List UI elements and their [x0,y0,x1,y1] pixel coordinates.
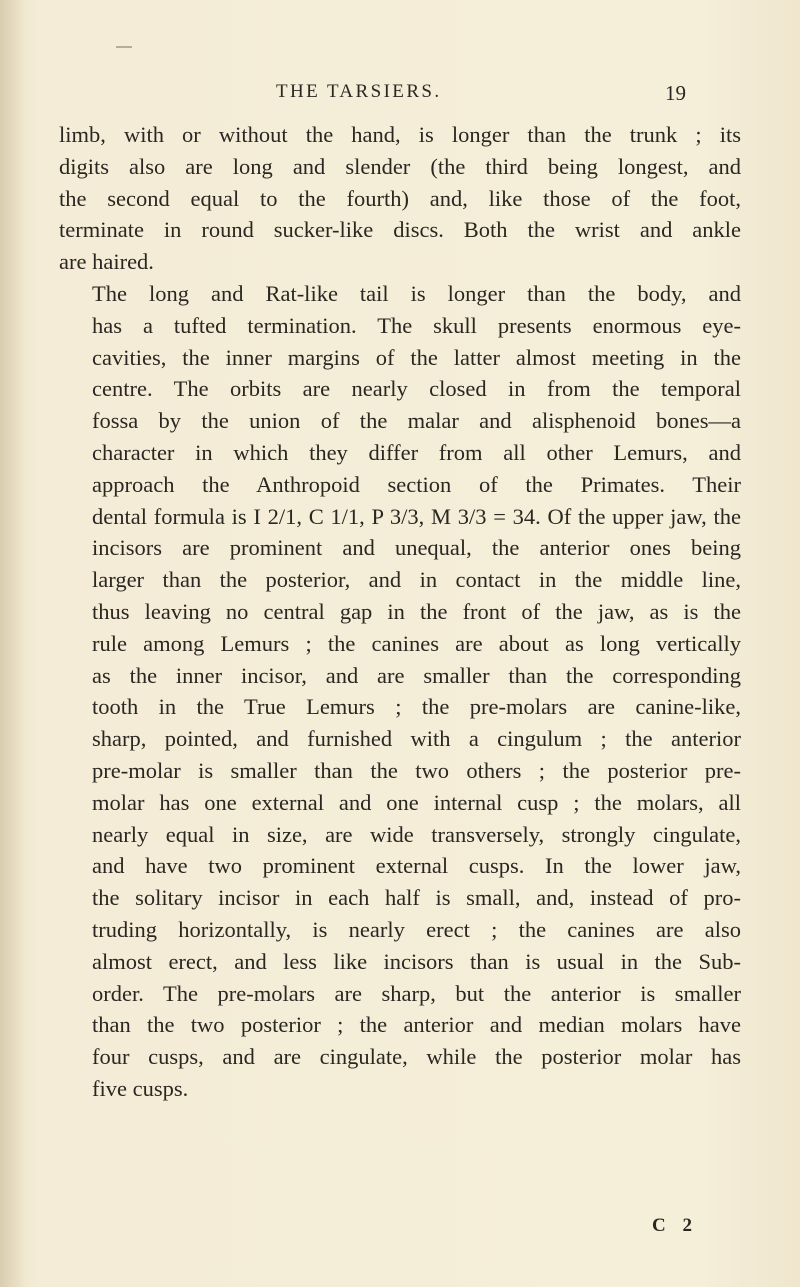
running-title: THE TARSIERS. [276,81,442,102]
text-line: larger than the posterior, and in contact in the middle line, [92,567,741,593]
text-line: molar has one external and one internal cusp ; the molars, all [92,789,741,815]
binding-shadow [0,0,26,1287]
text-line: are haired. [59,249,154,275]
text-line: order. The pre-molars are sharp, but the anterior is smaller [92,980,741,1006]
paragraph-1 [59,119,741,278]
text-line: and have two prominent external cusps. In the lower jaw, [92,853,741,879]
text-line: The long and Rat-like tail is longer than the body, and [92,280,741,306]
text-line: cavities, the inner margins of the latter almost meeting in the [92,344,741,370]
text-line: sharp, pointed, and furnished with a cingulum ; the anterior [92,726,741,752]
text-line: four cusps, and are cingulate, while the posterior molar has [92,1044,741,1070]
text-line: pre-molar is smaller than the two others ; the posterior pre- [92,757,741,783]
dental-formula-line: dental formula is I 2/1, C 1/1, P 3/3, M 3/3 = 34. Of the upper jaw, the [92,503,741,529]
text-line: rule among Lemurs ; the canines are about as long vertically [92,630,741,656]
text-line: the solitary incisor in each half is small, and, instead of pro- [92,885,741,911]
signature-mark: C 2 [652,1215,698,1236]
body-text [59,119,741,1105]
text-line: digits also are long and slender (the third being longest, and [59,153,741,179]
text-line: than the two posterior ; the anterior and median molars have [92,1012,741,1038]
text-line: nearly equal in size, are wide transversely, strongly cingulate, [92,821,741,847]
text-line: character in which they differ from all other Lemurs, and [92,439,741,465]
text-line: approach the Anthropoid section of the Primates. Their [92,471,741,497]
text-line: tooth in the True Lemurs ; the pre-molars are canine-like, [92,694,741,720]
print-mark [116,46,132,48]
text-line: almost erect, and less like incisors than is usual in the Sub- [92,948,741,974]
text-line: truding horizontally, is nearly erect ; the canines are also [92,916,741,942]
text-line: five cusps. [92,1075,189,1101]
text-line: terminate in round sucker-like discs. Both the wrist and ankle [59,217,741,243]
text-line: thus leaving no central gap in the front of the jaw, as is the [92,598,741,624]
page-header [0,81,800,111]
text-line: limb, with or without the hand, is longer than the trunk ; its [59,122,741,147]
text-line: the second equal to the fourth) and, like those of the foot, [59,185,741,211]
text-line: incisors are prominent and unequal, the anterior ones being [92,535,741,561]
text-line: has a tufted termination. The skull presents enormous eye- [92,312,741,338]
page-number: 19 [665,81,686,105]
paragraph-2 [59,278,741,1105]
text-line: fossa by the union of the malar and alisphenoid bones—a [92,408,741,434]
text-line: centre. The orbits are nearly closed in from the temporal [92,376,741,402]
text-line: as the inner incisor, and are smaller than the corresponding [92,662,741,688]
